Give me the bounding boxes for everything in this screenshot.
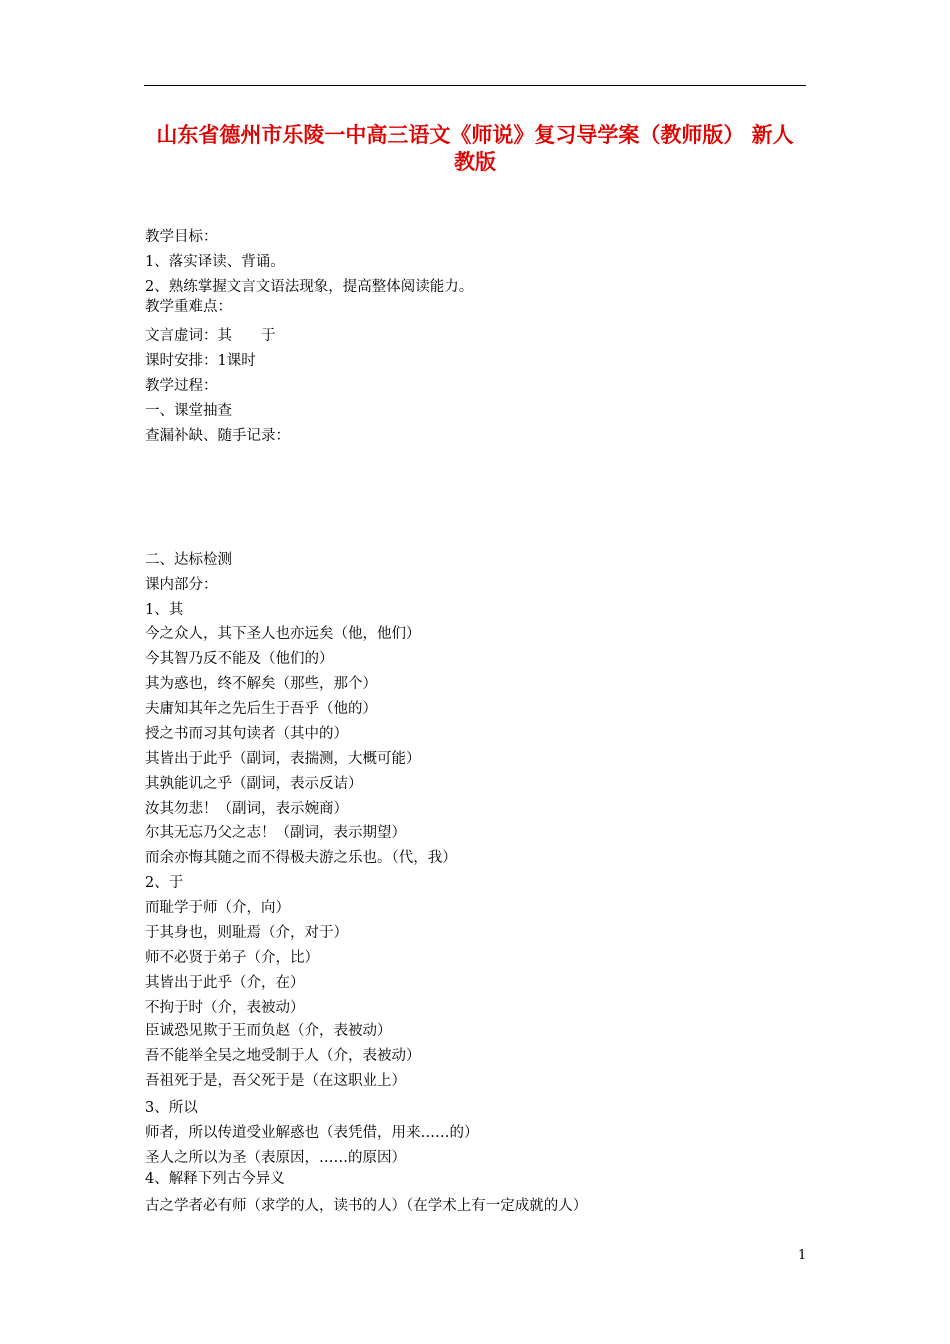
body-line: 不拘于时（介，表被动）	[145, 1000, 305, 1016]
body-line: 其皆出于此乎（介，在）	[145, 975, 305, 991]
title-line-1: 山东省德州市乐陵一中高三语文《师说》复习导学案（教师版） 新人	[156, 123, 794, 147]
body-line: 尔其无忘乃父之志！（副词，表示期望）	[145, 825, 406, 841]
title-line-2: 教版	[454, 150, 496, 174]
body-line: 臣诚恐见欺于王而负赵（介，表被动）	[145, 1023, 392, 1039]
body-line: 今之众人，其下圣人也亦远矣（他，他们）	[145, 626, 421, 642]
body-line: 授之书而习其句读者（其中的）	[145, 726, 348, 742]
body-line: 吾不能举全吴之地受制于人（介，表被动）	[145, 1048, 421, 1064]
body-line: 汝其勿悲！（副词，表示婉商）	[145, 801, 348, 817]
body-line: 今其智乃反不能及（他们的）	[145, 651, 334, 667]
body-line: 古之学者必有师（求学的人，读书的人）（在学术上有一定成就的人）	[145, 1198, 588, 1214]
body-line: 师不必贤于弟子（介，比）	[145, 950, 319, 966]
header-rule	[144, 85, 806, 86]
body-line: 2、熟练掌握文言文语法现象，提高整体阅读能力。	[145, 279, 474, 295]
body-line: 1、落实译读、背诵。	[145, 254, 285, 270]
body-line: 课时安排：1课时	[145, 353, 256, 369]
body-line: 教学目标：	[145, 229, 218, 245]
body-line: 师者，所以传道受业解惑也（表凭借，用来……的）	[145, 1125, 479, 1141]
document-title	[140, 122, 810, 176]
body-line: 吾祖死于是，吾父死于是（在这职业上）	[145, 1073, 406, 1089]
body-line: 二、达标检测	[145, 552, 232, 568]
body-line: 其为惑也，终不解矣（那些，那个）	[145, 676, 377, 692]
body-line: 课内部分：	[145, 577, 218, 593]
body-line: 一、课堂抽查	[145, 403, 232, 419]
body-line: 圣人之所以为圣（表原因，……的原因）	[145, 1150, 406, 1166]
body-line: 4、解释下列古今异义	[145, 1171, 285, 1187]
body-line: 其皆出于此乎（副词，表揣测，大概可能）	[145, 751, 421, 767]
body-line: 而耻学于师（介，向）	[145, 900, 290, 916]
body-line: 查漏补缺、随手记录：	[145, 428, 290, 444]
body-line: 2、于	[145, 875, 184, 891]
body-line: 而余亦悔其随之而不得极夫游之乐也。（代，我）	[145, 850, 457, 866]
body-line: 文言虚词：其 于	[145, 328, 276, 344]
body-line: 其孰能讥之乎（副词，表示反诘）	[145, 776, 363, 792]
body-line: 教学重难点：	[145, 299, 232, 315]
body-line: 3、所以	[145, 1100, 198, 1116]
body-line: 教学过程：	[145, 378, 218, 394]
body-line: 于其身也，则耻焉（介，对于）	[145, 925, 348, 941]
page-number: 1	[798, 1248, 807, 1263]
body-line: 1、其	[145, 602, 184, 618]
body-line: 夫庸知其年之先后生于吾乎（他的）	[145, 701, 377, 717]
